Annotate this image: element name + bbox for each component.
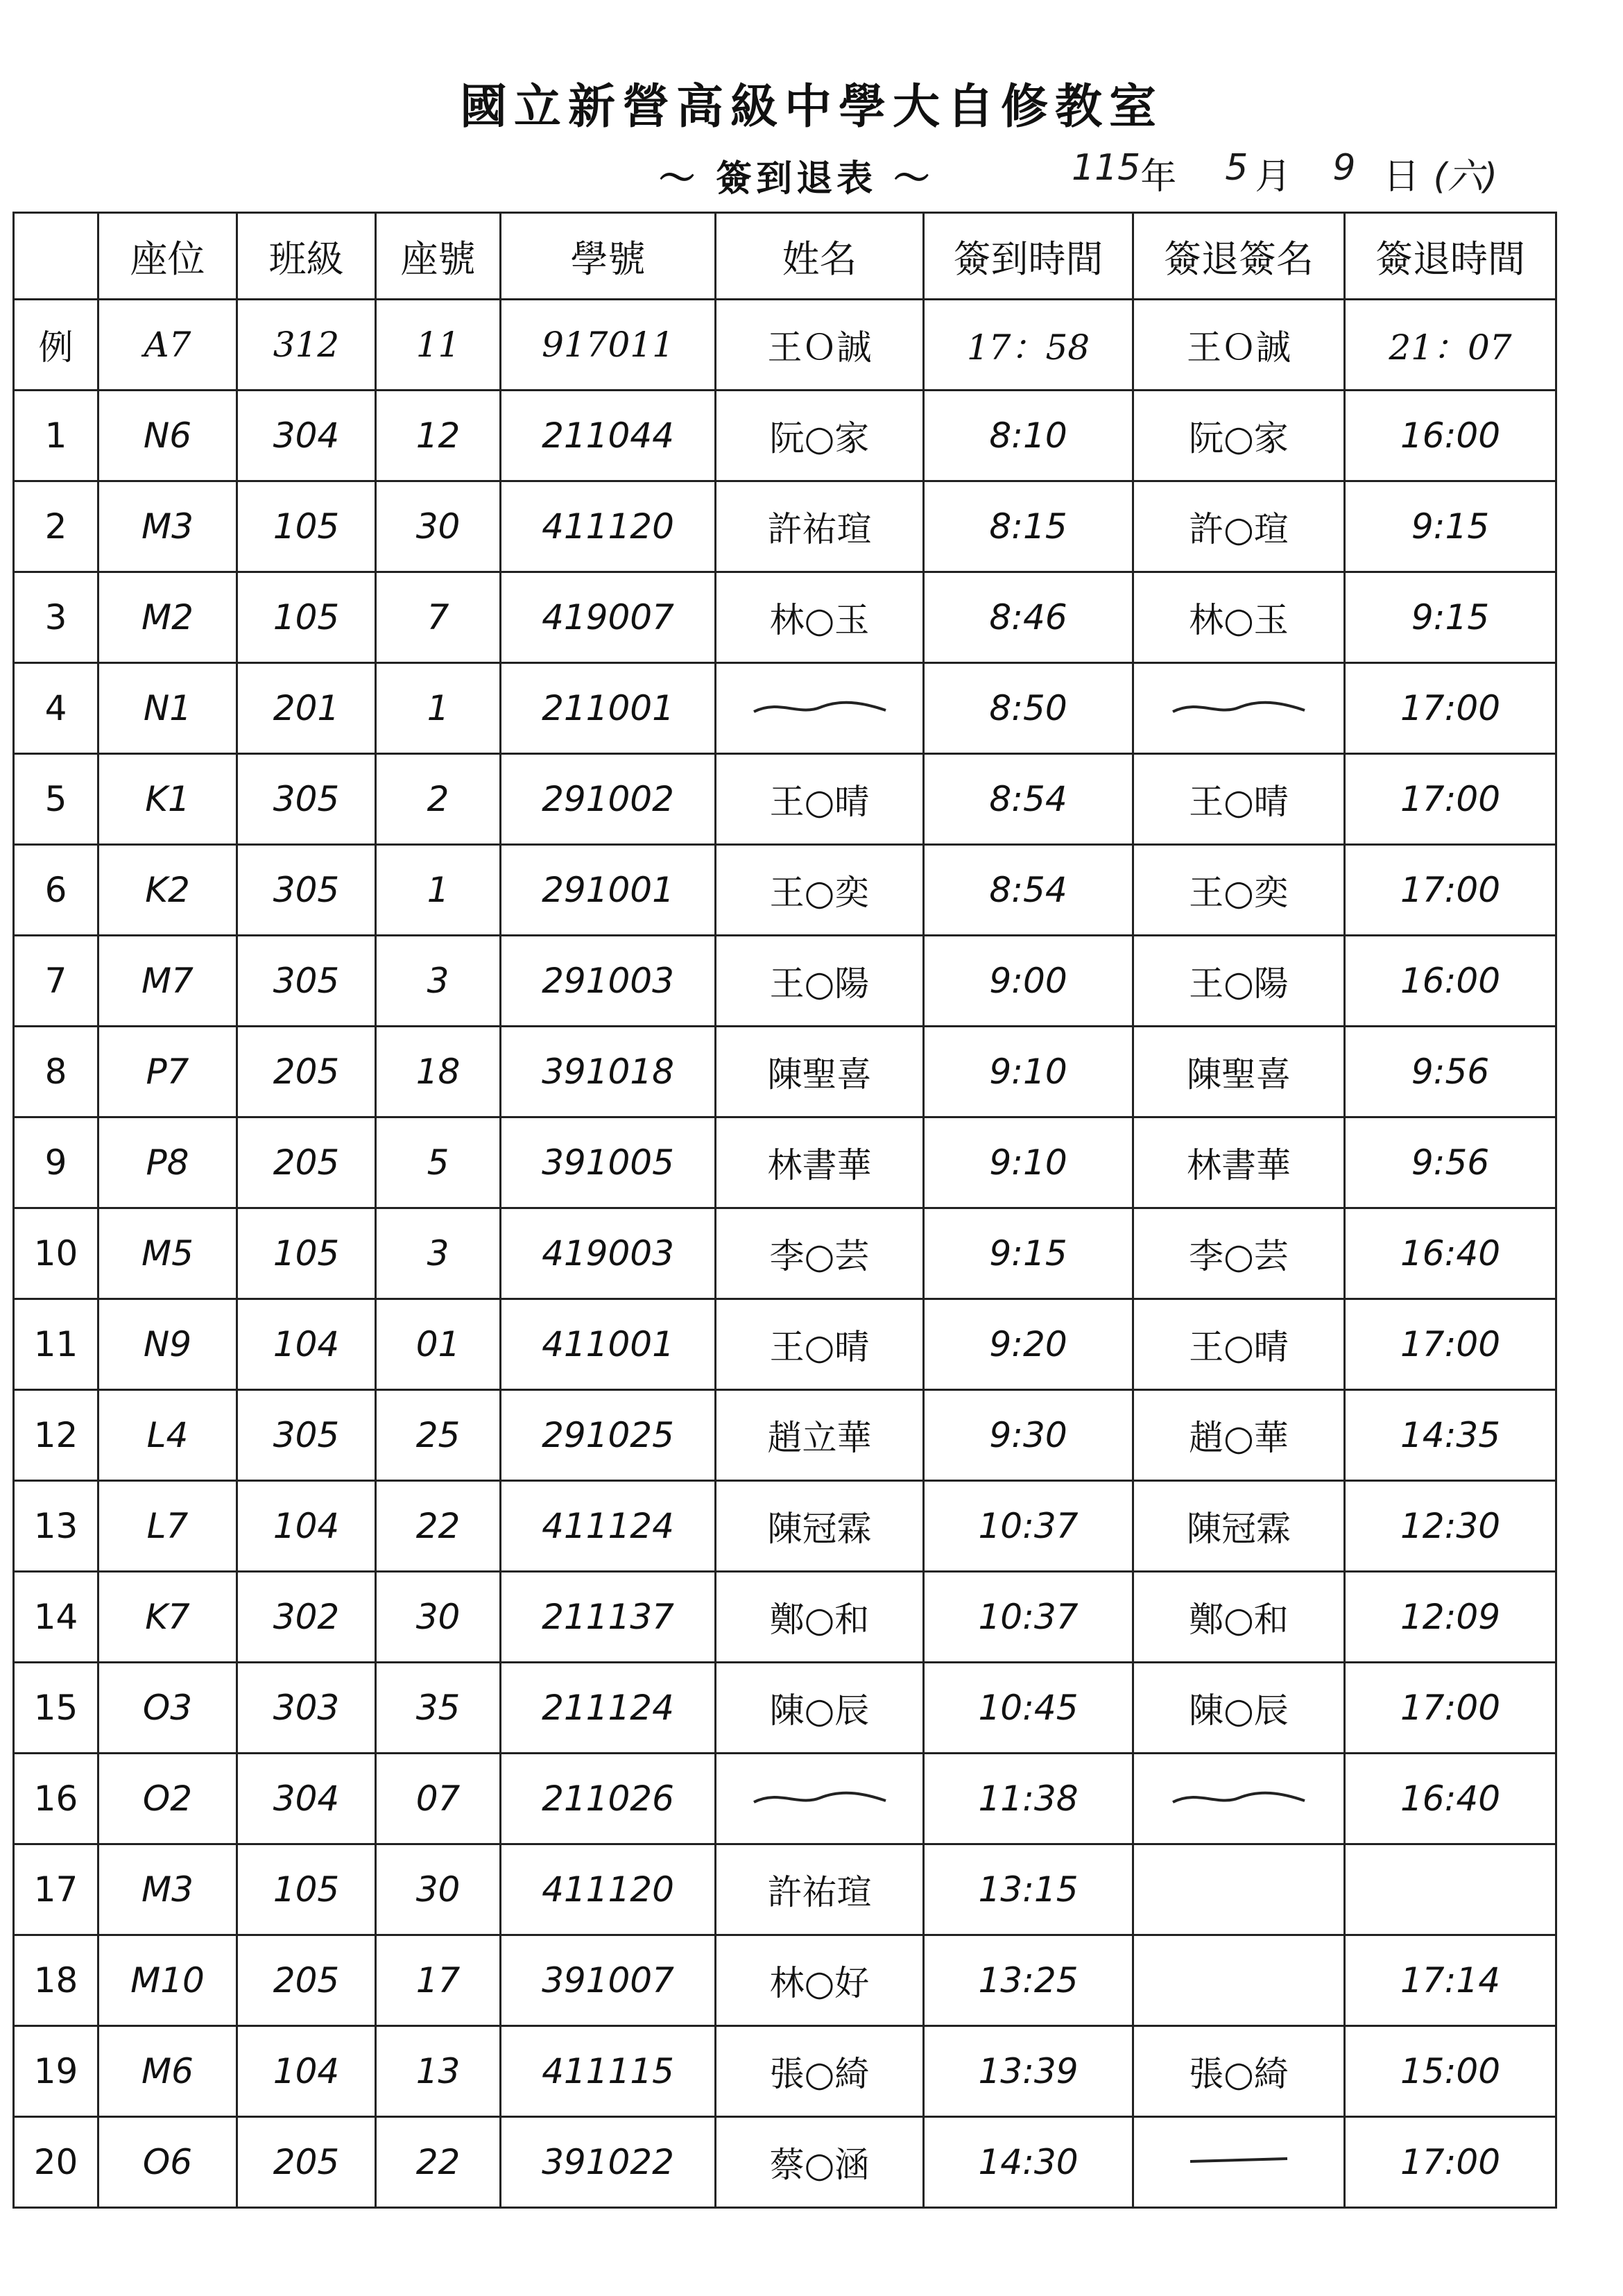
table-row (14, 1844, 1556, 1935)
sign-in-time-cell: 8:50 (924, 663, 1133, 754)
table-row (14, 2026, 1556, 2117)
name-cell: 陳聖喜 (716, 1027, 924, 1117)
sign-out-name-cell: 陳○辰 (1133, 1663, 1345, 1754)
seat-cell: K7 (98, 1572, 237, 1663)
sign-in-time-cell: 10:37 (924, 1572, 1133, 1663)
seat-cell: K1 (98, 754, 237, 845)
sign-out-name-cell: 張○綺 (1133, 2026, 1345, 2117)
row-number: 14 (14, 1572, 98, 1663)
seat-cell: L4 (98, 1390, 237, 1481)
example-sign-in: 17：58 (924, 300, 1133, 391)
row-number: 7 (14, 936, 98, 1027)
date-year: 115 (1072, 147, 1141, 189)
class-cell: 105 (237, 572, 376, 663)
seat-number-cell: 1 (376, 845, 501, 936)
table-row (14, 936, 1556, 1027)
name-cell: 林○玉 (716, 572, 924, 663)
row-number: 3 (14, 572, 98, 663)
class-cell: 303 (237, 1663, 376, 1754)
student-id-cell: 411124 (501, 1481, 716, 1572)
student-id-cell: 391005 (501, 1117, 716, 1208)
row-number: 17 (14, 1844, 98, 1935)
class-cell: 105 (237, 1844, 376, 1935)
sign-in-time-cell: 10:45 (924, 1663, 1133, 1754)
col-student-id: 學號 (501, 213, 716, 300)
row-number: 20 (14, 2117, 98, 2208)
name-cell: 王○晴 (716, 754, 924, 845)
seat-number-cell: 5 (376, 1117, 501, 1208)
example-name: 王Ｏ誠 (716, 300, 924, 391)
sign-in-time-cell: 8:15 (924, 481, 1133, 572)
seat-number-cell: 1 (376, 663, 501, 754)
row-number: 10 (14, 1208, 98, 1299)
student-id-cell: 391022 (501, 2117, 716, 2208)
name-cell: 李○芸 (716, 1208, 924, 1299)
sign-in-time-cell: 13:39 (924, 2026, 1133, 2117)
sign-out-time-cell: 17:00 (1345, 754, 1556, 845)
sign-out-name-cell: 王○晴 (1133, 1299, 1345, 1390)
table-row (14, 1390, 1556, 1481)
seat-number-cell: 22 (376, 1481, 501, 1572)
class-cell: 305 (237, 1390, 376, 1481)
row-number: 5 (14, 754, 98, 845)
class-cell: 304 (237, 1754, 376, 1844)
seat-cell: M3 (98, 481, 237, 572)
row-number: 11 (14, 1299, 98, 1390)
sign-out-name-cell: 王○晴 (1133, 754, 1345, 845)
example-sign-out-name: 王Ｏ誠 (1133, 300, 1345, 391)
seat-cell: M10 (98, 1935, 237, 2026)
name-cell: 張○綺 (716, 2026, 924, 2117)
sign-out-time-cell: 9:56 (1345, 1027, 1556, 1117)
seat-number-cell: 18 (376, 1027, 501, 1117)
sign-out-time-cell: 16:00 (1345, 936, 1556, 1027)
student-id-cell: 211026 (501, 1754, 716, 1844)
sign-in-time-cell: 8:54 (924, 845, 1133, 936)
col-sign-out-time: 簽退時間 (1345, 213, 1556, 300)
seat-number-cell: 01 (376, 1299, 501, 1390)
class-cell: 304 (237, 391, 376, 481)
table-row (14, 1208, 1556, 1299)
sign-in-time-cell: 14:30 (924, 2117, 1133, 2208)
seat-cell: M5 (98, 1208, 237, 1299)
date-day: 9 (1332, 147, 1356, 189)
sign-in-time-cell: 13:25 (924, 1935, 1133, 2026)
date-day-unit: 日 (1383, 156, 1420, 198)
table-row (14, 845, 1556, 936)
example-label: 例 (14, 300, 98, 391)
sign-out-name-cell: 趙○華 (1133, 1390, 1345, 1481)
signature-scribble (750, 692, 889, 720)
row-number: 18 (14, 1935, 98, 2026)
class-cell: 104 (237, 1299, 376, 1390)
sign-in-out-table (12, 212, 1557, 2209)
class-cell: 305 (237, 845, 376, 936)
seat-number-cell: 3 (376, 1208, 501, 1299)
table-row (14, 1663, 1556, 1754)
name-cell: 許祐瑄 (716, 481, 924, 572)
table-row (14, 754, 1556, 845)
table-row (14, 1935, 1556, 2026)
example-number: 11 (376, 300, 501, 391)
table-row (14, 391, 1556, 481)
student-id-cell: 211001 (501, 663, 716, 754)
col-sign-out-name: 簽退簽名 (1133, 213, 1345, 300)
row-number: 6 (14, 845, 98, 936)
name-cell: 王○陽 (716, 936, 924, 1027)
sign-out-name-cell (1133, 1754, 1345, 1844)
table-row (14, 572, 1556, 663)
student-id-cell: 291003 (501, 936, 716, 1027)
sign-out-name-cell: 李○芸 (1133, 1208, 1345, 1299)
student-id-cell: 291001 (501, 845, 716, 936)
sign-out-name-cell: 王○陽 (1133, 936, 1345, 1027)
sign-out-time-cell: 17:00 (1345, 1299, 1556, 1390)
signature-scribble (1169, 1783, 1308, 1810)
student-id-cell: 211137 (501, 1572, 716, 1663)
sign-out-time-cell: 12:30 (1345, 1481, 1556, 1572)
table-row (14, 663, 1556, 754)
row-number: 8 (14, 1027, 98, 1117)
col-seat: 座位 (98, 213, 237, 300)
sign-in-time-cell: 9:00 (924, 936, 1133, 1027)
seat-number-cell: 12 (376, 391, 501, 481)
name-cell: 陳○辰 (716, 1663, 924, 1754)
row-number: 9 (14, 1117, 98, 1208)
sign-out-name-cell (1133, 663, 1345, 754)
sign-out-name-cell (1133, 1935, 1345, 2026)
sign-in-time-cell: 8:10 (924, 391, 1133, 481)
sign-in-time-cell: 9:10 (924, 1027, 1133, 1117)
signature-scribble (750, 1783, 889, 1810)
class-cell: 305 (237, 754, 376, 845)
table-row (14, 1299, 1556, 1390)
sign-out-name-cell (1133, 1844, 1345, 1935)
seat-number-cell: 2 (376, 754, 501, 845)
table-row (14, 1481, 1556, 1572)
seat-cell: M7 (98, 936, 237, 1027)
name-cell (716, 663, 924, 754)
row-number: 19 (14, 2026, 98, 2117)
sign-out-name-cell: 王○奕 (1133, 845, 1345, 936)
row-number: 4 (14, 663, 98, 754)
example-student-id: 917011 (501, 300, 716, 391)
seat-number-cell: 17 (376, 1935, 501, 2026)
row-number: 13 (14, 1481, 98, 1572)
name-cell: 阮○家 (716, 391, 924, 481)
sign-in-time-cell: 8:54 (924, 754, 1133, 845)
class-cell: 205 (237, 1027, 376, 1117)
sign-out-time-cell: 9:15 (1345, 481, 1556, 572)
row-number: 1 (14, 391, 98, 481)
example-sign-out: 21：07 (1345, 300, 1556, 391)
sheet-date (1072, 147, 1497, 199)
seat-cell: N1 (98, 663, 237, 754)
sign-out-time-cell: 17:00 (1345, 663, 1556, 754)
student-id-cell: 411001 (501, 1299, 716, 1390)
seat-cell: P7 (98, 1027, 237, 1117)
row-number: 12 (14, 1390, 98, 1481)
student-id-cell: 211124 (501, 1663, 716, 1754)
seat-cell: M3 (98, 1844, 237, 1935)
col-sign-in-time: 簽到時間 (924, 213, 1133, 300)
student-id-cell: 419007 (501, 572, 716, 663)
seat-cell: N6 (98, 391, 237, 481)
name-cell: 蔡○涵 (716, 2117, 924, 2208)
seat-cell: L7 (98, 1481, 237, 1572)
sign-in-time-cell: 9:20 (924, 1299, 1133, 1390)
sign-out-time-cell: 17:00 (1345, 2117, 1556, 2208)
sign-out-time-cell: 15:00 (1345, 2026, 1556, 2117)
sign-out-time-cell: 17:00 (1345, 1663, 1556, 1754)
class-cell: 104 (237, 2026, 376, 2117)
class-cell: 104 (237, 1481, 376, 1572)
table-row (14, 1754, 1556, 1844)
name-cell: 許祐瑄 (716, 1844, 924, 1935)
student-id-cell: 291025 (501, 1390, 716, 1481)
name-cell (716, 1754, 924, 1844)
student-id-cell: 391018 (501, 1027, 716, 1117)
date-year-unit: 年 (1140, 156, 1177, 198)
seat-number-cell: 30 (376, 1844, 501, 1935)
class-cell: 205 (237, 1935, 376, 2026)
sign-in-time-cell: 10:37 (924, 1481, 1133, 1572)
sign-in-time-cell: 9:15 (924, 1208, 1133, 1299)
name-cell: 趙立華 (716, 1390, 924, 1481)
sheet-title: 國立新營高級中學大自修教室 (459, 79, 1163, 135)
sign-out-time-cell: 12:09 (1345, 1572, 1556, 1663)
sign-out-name-cell (1133, 2117, 1345, 2208)
sign-out-time-cell: 9:56 (1345, 1117, 1556, 1208)
sign-out-name-cell: 林書華 (1133, 1117, 1345, 1208)
sign-out-time-cell: 17:00 (1345, 845, 1556, 936)
col-name: 姓名 (716, 213, 924, 300)
sign-in-time-cell: 8:46 (924, 572, 1133, 663)
name-cell: 鄭○和 (716, 1572, 924, 1663)
row-number: 16 (14, 1754, 98, 1844)
class-cell: 201 (237, 663, 376, 754)
sign-out-name-cell: 陳聖喜 (1133, 1027, 1345, 1117)
seat-cell: K2 (98, 845, 237, 936)
seat-number-cell: 07 (376, 1754, 501, 1844)
student-id-cell: 291002 (501, 754, 716, 845)
seat-number-cell: 7 (376, 572, 501, 663)
student-id-cell: 391007 (501, 1935, 716, 2026)
table-row (14, 481, 1556, 572)
sign-out-time-cell: 9:15 (1345, 572, 1556, 663)
name-cell: 王○奕 (716, 845, 924, 936)
sign-out-name-cell: 許○瑄 (1133, 481, 1345, 572)
class-cell: 105 (237, 481, 376, 572)
seat-number-cell: 25 (376, 1390, 501, 1481)
signature-scribble (1169, 692, 1308, 720)
student-id-cell: 411115 (501, 2026, 716, 2117)
seat-number-cell: 35 (376, 1663, 501, 1754)
date-weekday: (六) (1433, 156, 1498, 198)
sign-out-time-cell: 16:00 (1345, 391, 1556, 481)
name-cell: 林書華 (716, 1117, 924, 1208)
col-index (14, 213, 98, 300)
seat-cell: M6 (98, 2026, 237, 2117)
sign-out-name-cell: 林○玉 (1133, 572, 1345, 663)
sign-out-time-cell: 16:40 (1345, 1208, 1556, 1299)
seat-cell: O3 (98, 1663, 237, 1754)
sign-out-name-cell: 阮○家 (1133, 391, 1345, 481)
seat-cell: N9 (98, 1299, 237, 1390)
example-row (14, 300, 1556, 391)
sign-out-time-cell: 16:40 (1345, 1754, 1556, 1844)
table-row (14, 1117, 1556, 1208)
student-id-cell: 411120 (501, 481, 716, 572)
table-row (14, 1572, 1556, 1663)
seat-cell: O2 (98, 1754, 237, 1844)
example-class: 312 (237, 300, 376, 391)
header-row (14, 213, 1556, 300)
seat-cell: O6 (98, 2117, 237, 2208)
student-id-cell: 211044 (501, 391, 716, 481)
name-cell: 王○晴 (716, 1299, 924, 1390)
student-id-cell: 419003 (501, 1208, 716, 1299)
seat-cell: M2 (98, 572, 237, 663)
seat-number-cell: 13 (376, 2026, 501, 2117)
seat-cell: P8 (98, 1117, 237, 1208)
class-cell: 305 (237, 936, 376, 1027)
student-id-cell: 411120 (501, 1844, 716, 1935)
class-cell: 205 (237, 2117, 376, 2208)
sign-in-time-cell: 9:10 (924, 1117, 1133, 1208)
row-number: 2 (14, 481, 98, 572)
class-cell: 105 (237, 1208, 376, 1299)
table-row (14, 2117, 1556, 2208)
sign-in-time-cell: 13:15 (924, 1844, 1133, 1935)
sign-out-time-cell (1345, 1844, 1556, 1935)
sign-out-name-cell: 鄭○和 (1133, 1572, 1345, 1663)
class-cell: 205 (237, 1117, 376, 1208)
example-seat: A7 (98, 300, 237, 391)
date-month-unit: 月 (1255, 156, 1291, 198)
row-number: 15 (14, 1663, 98, 1754)
seat-number-cell: 22 (376, 2117, 501, 2208)
seat-number-cell: 30 (376, 1572, 501, 1663)
sign-out-time-cell: 14:35 (1345, 1390, 1556, 1481)
sign-out-name-cell: 陳冠霖 (1133, 1481, 1345, 1572)
date-month: 5 (1225, 147, 1248, 189)
name-cell: 林○好 (716, 1935, 924, 2026)
seat-number-cell: 3 (376, 936, 501, 1027)
sheet-subtitle: ～ 簽到退表 ～ (659, 157, 934, 200)
sign-out-time-cell: 17:14 (1345, 1935, 1556, 2026)
sign-in-time-cell: 11:38 (924, 1754, 1133, 1844)
seat-number-cell: 30 (376, 481, 501, 572)
col-class: 班級 (237, 213, 376, 300)
sign-in-time-cell: 9:30 (924, 1390, 1133, 1481)
dash-mark (1169, 2146, 1308, 2174)
table-row (14, 1027, 1556, 1117)
col-number: 座號 (376, 213, 501, 300)
class-cell: 302 (237, 1572, 376, 1663)
name-cell: 陳冠霖 (716, 1481, 924, 1572)
